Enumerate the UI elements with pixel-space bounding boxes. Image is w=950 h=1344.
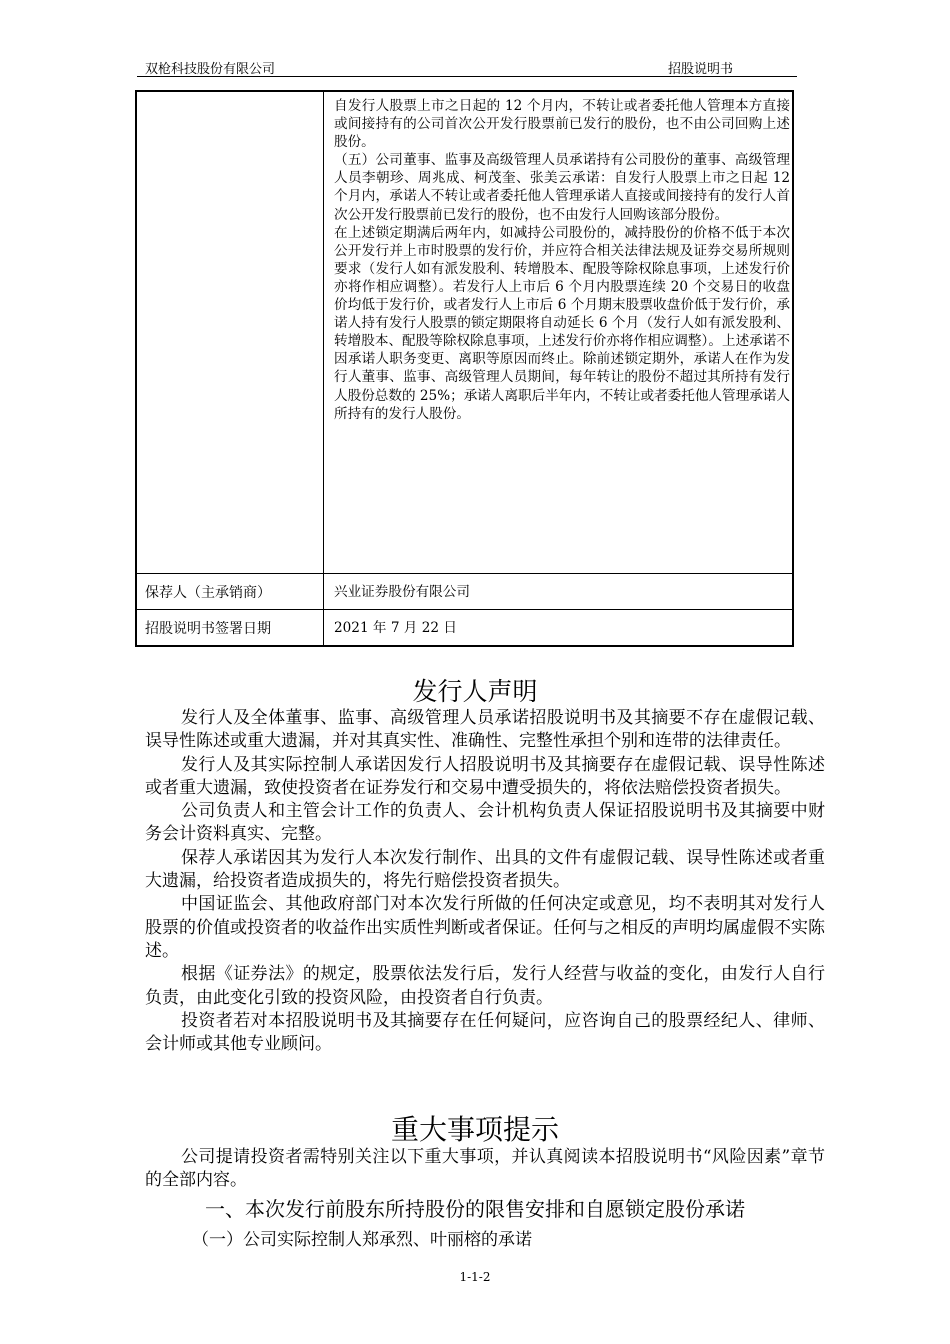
table-row (136, 91, 793, 574)
declaration-paragraph: 中国证监会、其他政府部门对本次发行所做的任何决定或意见，均不表明其对发行人股票的价值或投资者的收益作出实质性判断或者保证。任何与之相反的声明均属虚假不实陈述。 (145, 894, 825, 961)
page-header (137, 56, 797, 77)
header-company: 双枪科技股份有限公司 (145, 62, 276, 77)
table-row (136, 610, 793, 647)
sign-date-label: 招股说明书签署日期 (136, 610, 324, 647)
table-cell-empty (136, 91, 324, 574)
commitment-paragraph: 在上述锁定期满后两年内，如减持公司股份的，减持股份的价格不低于本次公开发行并上市时股票的发行价，并应符合相关法律法规及证券交易所规则要求（发行人如有派发股利、转增股本、配股等除权除息事项，上述发行价亦将作相应调整）。若发行人上市后 6 个月内股票连续 20 个交易日的收盘价均低于发行价，或者发行人上市后 6 个月期末股票收盘价低于发行价，承诺人持有发行人股票的锁定期限将自动延长 6 个月（发行人如有派发股利、转增股本、配股等除权除息事项，上述发行价亦将作相应调整）。上述承诺不因承诺人职务变更、离职等原因而终止。除前述锁定期外，承诺人在作为发行人董事、监事、高级管理人员期间，每年转让的股份不超过其所持有发行人股份总数的 25%；承诺人离职后半年内，不转让或者委托他人管理承诺人所持有的发行人股份。 (334, 224, 790, 422)
header-doc-type: 招股说明书 (667, 62, 733, 77)
info-table (135, 90, 794, 647)
declaration-title: 发行人声明 (412, 677, 538, 706)
table-cell-commitments (324, 91, 794, 574)
declaration-paragraph: 投资者若对本招股说明书及其摘要存在任何疑问，应咨询自己的股票经纪人、律师、会计师或其他专业顾问。 (145, 1010, 825, 1055)
sponsor-value: 兴业证券股份有限公司 (324, 574, 794, 610)
page-number: 1-1-2 (459, 1270, 491, 1284)
major-matters-title: 重大事项提示 (390, 1113, 559, 1146)
sign-date-value: 2021 年 7 月 22 日 (324, 610, 794, 647)
commitment-paragraph: （五）公司董事、监事及高级管理人员承诺持有公司股份的董事、高级管理人员李朝珍、周兆成、柯茂奎、张美云承诺：自发行人股票上市之日起 12 个月内，承诺人不转让或者委托他人管理承诺人直接或间接持有的发行人首次公开发行股票前已发行的股份，也不由发行人回购该部分股份。 (334, 152, 790, 223)
major-matters-intro: 公司提请投资者需特别关注以下重大事项，并认真阅读本招股说明书“风险因素”章节的全部内容。 (145, 1147, 825, 1191)
table-row (136, 574, 793, 610)
subsection-heading: （一）公司实际控制人郑承烈、叶丽榕的承诺 (192, 1230, 532, 1250)
sponsor-label: 保荐人（主承销商） (136, 574, 324, 610)
declaration-paragraph: 根据《证券法》的规定，股票依法发行后，发行人经营与收益的变化，由发行人自行负责，由此变化引致的投资风险，由投资者自行负责。 (145, 964, 825, 1008)
declaration-paragraph: 保荐人承诺因其为发行人本次发行制作、出具的文件有虚假记载、误导性陈述或者重大遗漏，给投资者造成损失的，将先行赔偿投资者损失。 (145, 847, 825, 892)
section-heading: 一、本次发行前股东所持股份的限售安排和自愿锁定股份承诺 (205, 1197, 745, 1221)
major-matters-intro-block (145, 1146, 825, 1193)
declaration-paragraph: 公司负责人和主管会计工作的负责人、会计机构负责人保证招股说明书及其摘要中财务会计资料真实、完整。 (145, 801, 825, 845)
declaration-body (145, 707, 825, 1056)
commitment-paragraph: 自发行人股票上市之日起的 12 个月内，不转让或者委托他人管理本方直接或间接持有的公司首次公开发行股票前已发行的股份，也不由公司回购上述股份。 (334, 98, 790, 151)
declaration-paragraph: 发行人及全体董事、监事、高级管理人员承诺招股说明书及其摘要不存在虚假记载、误导性陈述或重大遗漏，并对其真实性、准确性、完整性承担个别和连带的法律责任。 (145, 708, 825, 752)
declaration-paragraph: 发行人及其实际控制人承诺因发行人招股说明书及其摘要存在虚假记载、误导性陈述或者重大遗漏，致使投资者在证券发行和交易中遭受损失的，将依法赔偿投资者损失。 (145, 754, 825, 798)
